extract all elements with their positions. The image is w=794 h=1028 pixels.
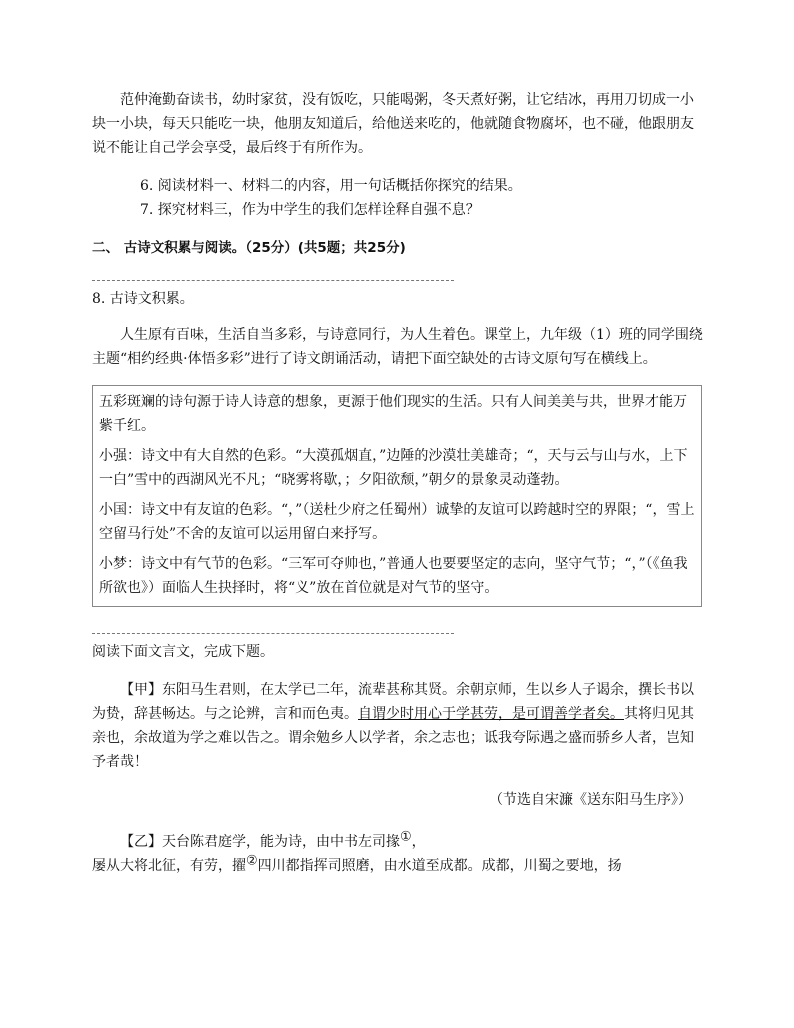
passage-jia-part2: 其将归见其亲也，余故道为学之难以告之。谓余勉乡人以学者，余之志也；诋我夸际遇之盛而骄乡人者，岂知予者哉！	[92, 706, 694, 770]
reading-prompt: 阅读下面文言文，完成下题。	[92, 644, 274, 660]
passage-yi-part2: ，	[411, 834, 426, 850]
passage-yi	[92, 830, 704, 854]
passage-jia-part1: 【甲】东阳马生君则，在太学已二年，流辈甚称其贤。余朝京师，生以乡人子谒余，撰长书以为贽，辞甚畅达。与之论辨，言和而色夷。	[92, 682, 694, 722]
passage-yi-line2	[92, 854, 704, 878]
box-xiaoqiang: 小强：诗文中有大自然的色彩。“大漠孤烟直，”边陲的沙漠壮美雄奇；“，天与云与山与水，上下一白”雪中的西湖风光不凡；“晓雾将歇，；夕阳欲颓，”朝夕的景象灵动蓬勃。	[99, 448, 688, 488]
box-intro: 五彩斑斓的诗句源于诗人诗意的想象，更源于他们现实的生活。只有人间美美与共，世界才能万紫千红。	[99, 394, 687, 434]
document-page	[92, 88, 704, 878]
question-7: 7. 探究材料三，作为中学生的我们怎样诠释自强不息？	[140, 202, 480, 218]
question-8-title: 8. 古诗文积累。	[92, 291, 194, 307]
question-6: 6. 阅读材料一、材料二的内容，用一句话概括你探究的结果。	[140, 178, 522, 194]
box-xiaoguo: 小国：诗文中有友谊的色彩。“，”（送杜少府之任蜀州）诚挚的友谊可以跨越时空的界限；“，雪上空留马行处”不舍的友谊可以运用留白来抒写。	[99, 502, 695, 542]
passage-jia	[92, 678, 704, 774]
question-8-intro: 人生原有百味，生活自当多彩，与诗意同行，为人生着色。课堂上，九年级（1）班的同学围绕主题“相约经典·体悟多彩”进行了诗文朗诵活动，请把下面空缺处的古诗文原句写在横线上。	[92, 327, 703, 367]
passage-yi-part4: 四川都指挥司照磨，由水道至成都。成都，川蜀之要地，扬	[257, 858, 622, 874]
passage-yi-part3: 屡从大将北征，有劳，擢	[92, 858, 246, 874]
footnote-marker-1: ①	[400, 829, 412, 845]
divider	[92, 633, 454, 634]
material-three-text: 范仲淹勤奋读书，幼时家贫，没有饭吃，只能喝粥，冬天煮好粥，让它结冰，再用刀切成一小块一小块，每天只能吃一块，他朋友知道后，给他送来吃的，他就随食物腐坏，也不碰，他跟朋友说不能让自己学会享受，最后终于有所作为。	[92, 92, 694, 156]
passage-jia-underlined: 自谓少时用心于学甚劳，是可谓善学者矣。	[358, 706, 624, 722]
section-two-heading: 二、 古诗文积累与阅读。（25分）(共5题；共25分)	[92, 240, 406, 256]
passage-yi-part1: 【乙】天台陈君庭学，能为诗，由中书左司掾	[120, 834, 400, 850]
passage-source: （节选自宋濂《送东阳马生序》）	[489, 792, 692, 808]
box-xiaomeng: 小梦：诗文中有气节的色彩。“三军可夺帅也，”普通人也要要坚定的志向，坚守气节；“，”（《鱼我所欲也》）面临人生抉择时，将“义”放在首位就是对气节的坚守。	[99, 556, 688, 596]
divider	[92, 280, 454, 281]
poetry-fill-box	[92, 385, 702, 607]
footnote-marker-2: ②	[246, 853, 258, 869]
